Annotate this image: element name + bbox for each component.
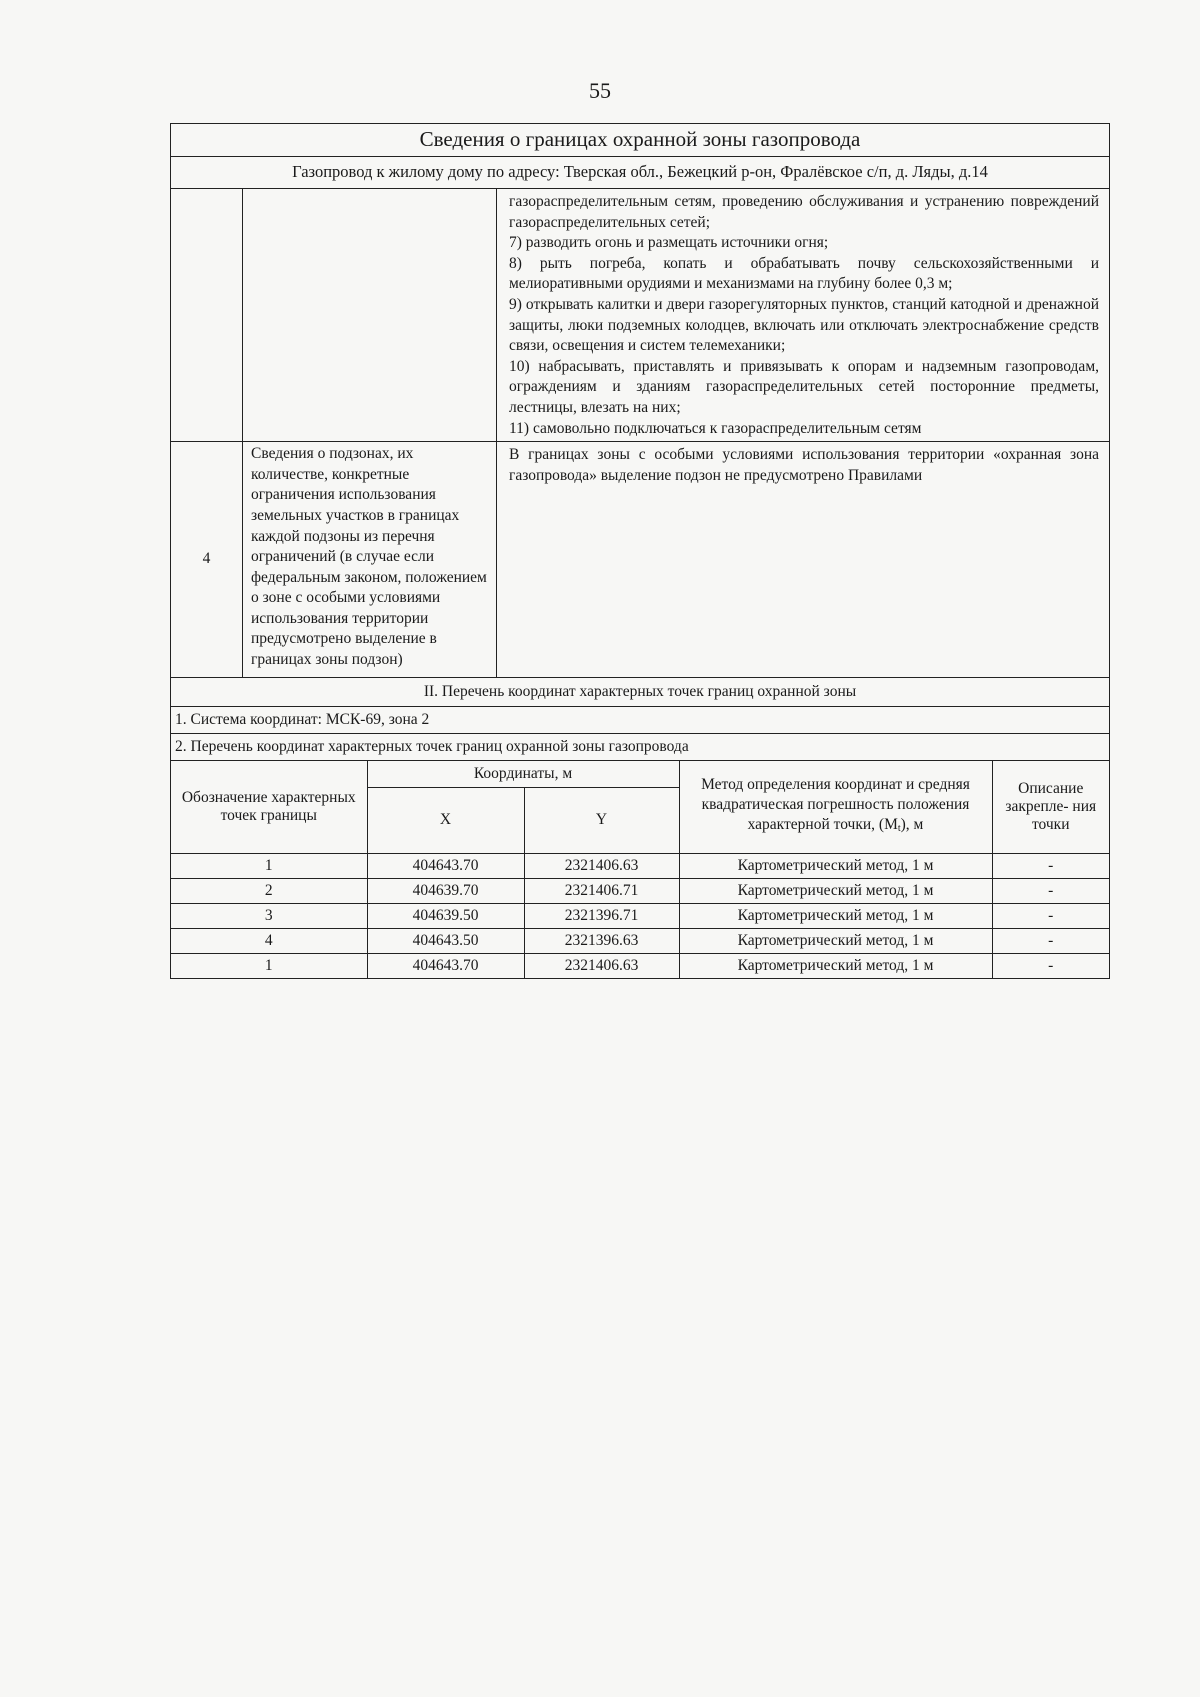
point-cell: 3 [171, 903, 367, 928]
row-number: 4 [171, 442, 243, 677]
restriction-item: 7) разводить огонь и размещать источники огня; [509, 234, 829, 252]
point-cell: 4 [171, 928, 367, 953]
row-label-cell [243, 189, 497, 441]
point-cell: 1 [171, 953, 367, 978]
table-row [171, 953, 1109, 978]
method-cell: Картометрический метод, 1 м [679, 903, 992, 928]
x-header: X [367, 787, 524, 853]
description-cell: - [992, 903, 1109, 928]
restriction-item: газораспределительным сетям, проведению обслуживания и устранению повреждений газораспределительных сетей; [509, 193, 1099, 231]
x-cell: 404643.70 [367, 853, 524, 878]
point-cell: 2 [171, 878, 367, 903]
restriction-item: 10) набрасывать, приставлять и привязывать к опорам и надземным газопроводам, ограждениям и зданиям газораспределительных сетей посторонние предметы, лестницы, влезать на них; [509, 357, 1099, 416]
description-cell: - [992, 928, 1109, 953]
y-cell: 2321396.71 [524, 903, 679, 928]
y-cell: 2321396.63 [524, 928, 679, 953]
x-cell: 404639.70 [367, 878, 524, 903]
table-header-row [171, 761, 1109, 788]
method-header-subscript: t [897, 822, 901, 834]
coordinates-table [171, 761, 1109, 978]
table-row [171, 903, 1109, 928]
table-row [171, 928, 1109, 953]
object-description: Газопровод к жилому дому по адресу: Тверская обл., Бежецкий р-он, Фралёвское с/п, д. Ляды, д.14 [171, 157, 1109, 189]
restrictions-list [497, 189, 1109, 441]
page-number: 55 [589, 78, 611, 103]
subzones-value: В границах зоны с особыми условиями использования территории «охранная зона газопровода» выделение подзон не предусмотрено Правилами [509, 446, 1099, 484]
x-cell: 404643.70 [367, 953, 524, 978]
description-cell: - [992, 853, 1109, 878]
description-header: Описание закрепле- ния точки [992, 761, 1109, 854]
restriction-item: 11) самовольно подключаться к газораспределительным сетям [509, 419, 922, 437]
table-row [171, 878, 1109, 903]
coordinates-list-title: 2. Перечень координат характерных точек границ охранной зоны газопровода [171, 734, 1109, 761]
zone-boundary-document [170, 123, 1110, 979]
y-header: Y [524, 787, 679, 853]
method-cell: Картометрический метод, 1 м [679, 878, 992, 903]
method-cell: Картометрический метод, 1 м [679, 953, 992, 978]
x-cell: 404643.50 [367, 928, 524, 953]
y-cell: 2321406.71 [524, 878, 679, 903]
y-cell: 2321406.63 [524, 953, 679, 978]
method-header-end: ), м [900, 815, 924, 833]
restriction-item: 8) рыть погреба, копать и обрабатывать почву сельскохозяйственными и мелиоративными орудиями и механизмами на глубину более 0,3 м; [509, 254, 1099, 293]
method-cell: Картометрический метод, 1 м [679, 928, 992, 953]
description-cell: - [992, 878, 1109, 903]
coordinate-system: 1. Система координат: МСК-69, зона 2 [171, 707, 1109, 734]
method-header [679, 761, 992, 854]
restriction-item: 9) открывать калитки и двери газорегуляторных пунктов, станций катодной и дренажной защиты, люки подземных колодцев, включать или отключать электроснабжение средств связи, освещения и систем телемеханики; [509, 295, 1099, 355]
description-cell: - [992, 953, 1109, 978]
point-header: Обозначение характерных точек границы [171, 761, 367, 854]
y-cell: 2321406.63 [524, 853, 679, 878]
table-row [171, 853, 1109, 878]
subzones-label: Сведения о подзонах, их количестве, конкретные ограничения использования земельных участков в границах каждой подзоны из перечня ограничений (в случае если федеральным законом, положением о зоне с особыми условиями использования территории предусмотрено выделение в границах зоны подзон) [251, 445, 487, 669]
coords-header: Координаты, м [367, 761, 679, 788]
subzones-label-cell [243, 442, 497, 677]
row-number-cell [171, 189, 243, 441]
document-title: Сведения о границах охранной зоны газопровода [171, 124, 1109, 157]
method-header-text: Метод определения координат и средняя квадратическая погрешность положения характерной точки, (M [701, 775, 970, 833]
method-cell: Картометрический метод, 1 м [679, 853, 992, 878]
restrictions-continued-row [171, 189, 1109, 442]
x-cell: 404639.50 [367, 903, 524, 928]
point-cell: 1 [171, 853, 367, 878]
subzones-row [171, 442, 1109, 678]
section-title: II. Перечень координат характерных точек границ охранной зоны [171, 678, 1109, 707]
